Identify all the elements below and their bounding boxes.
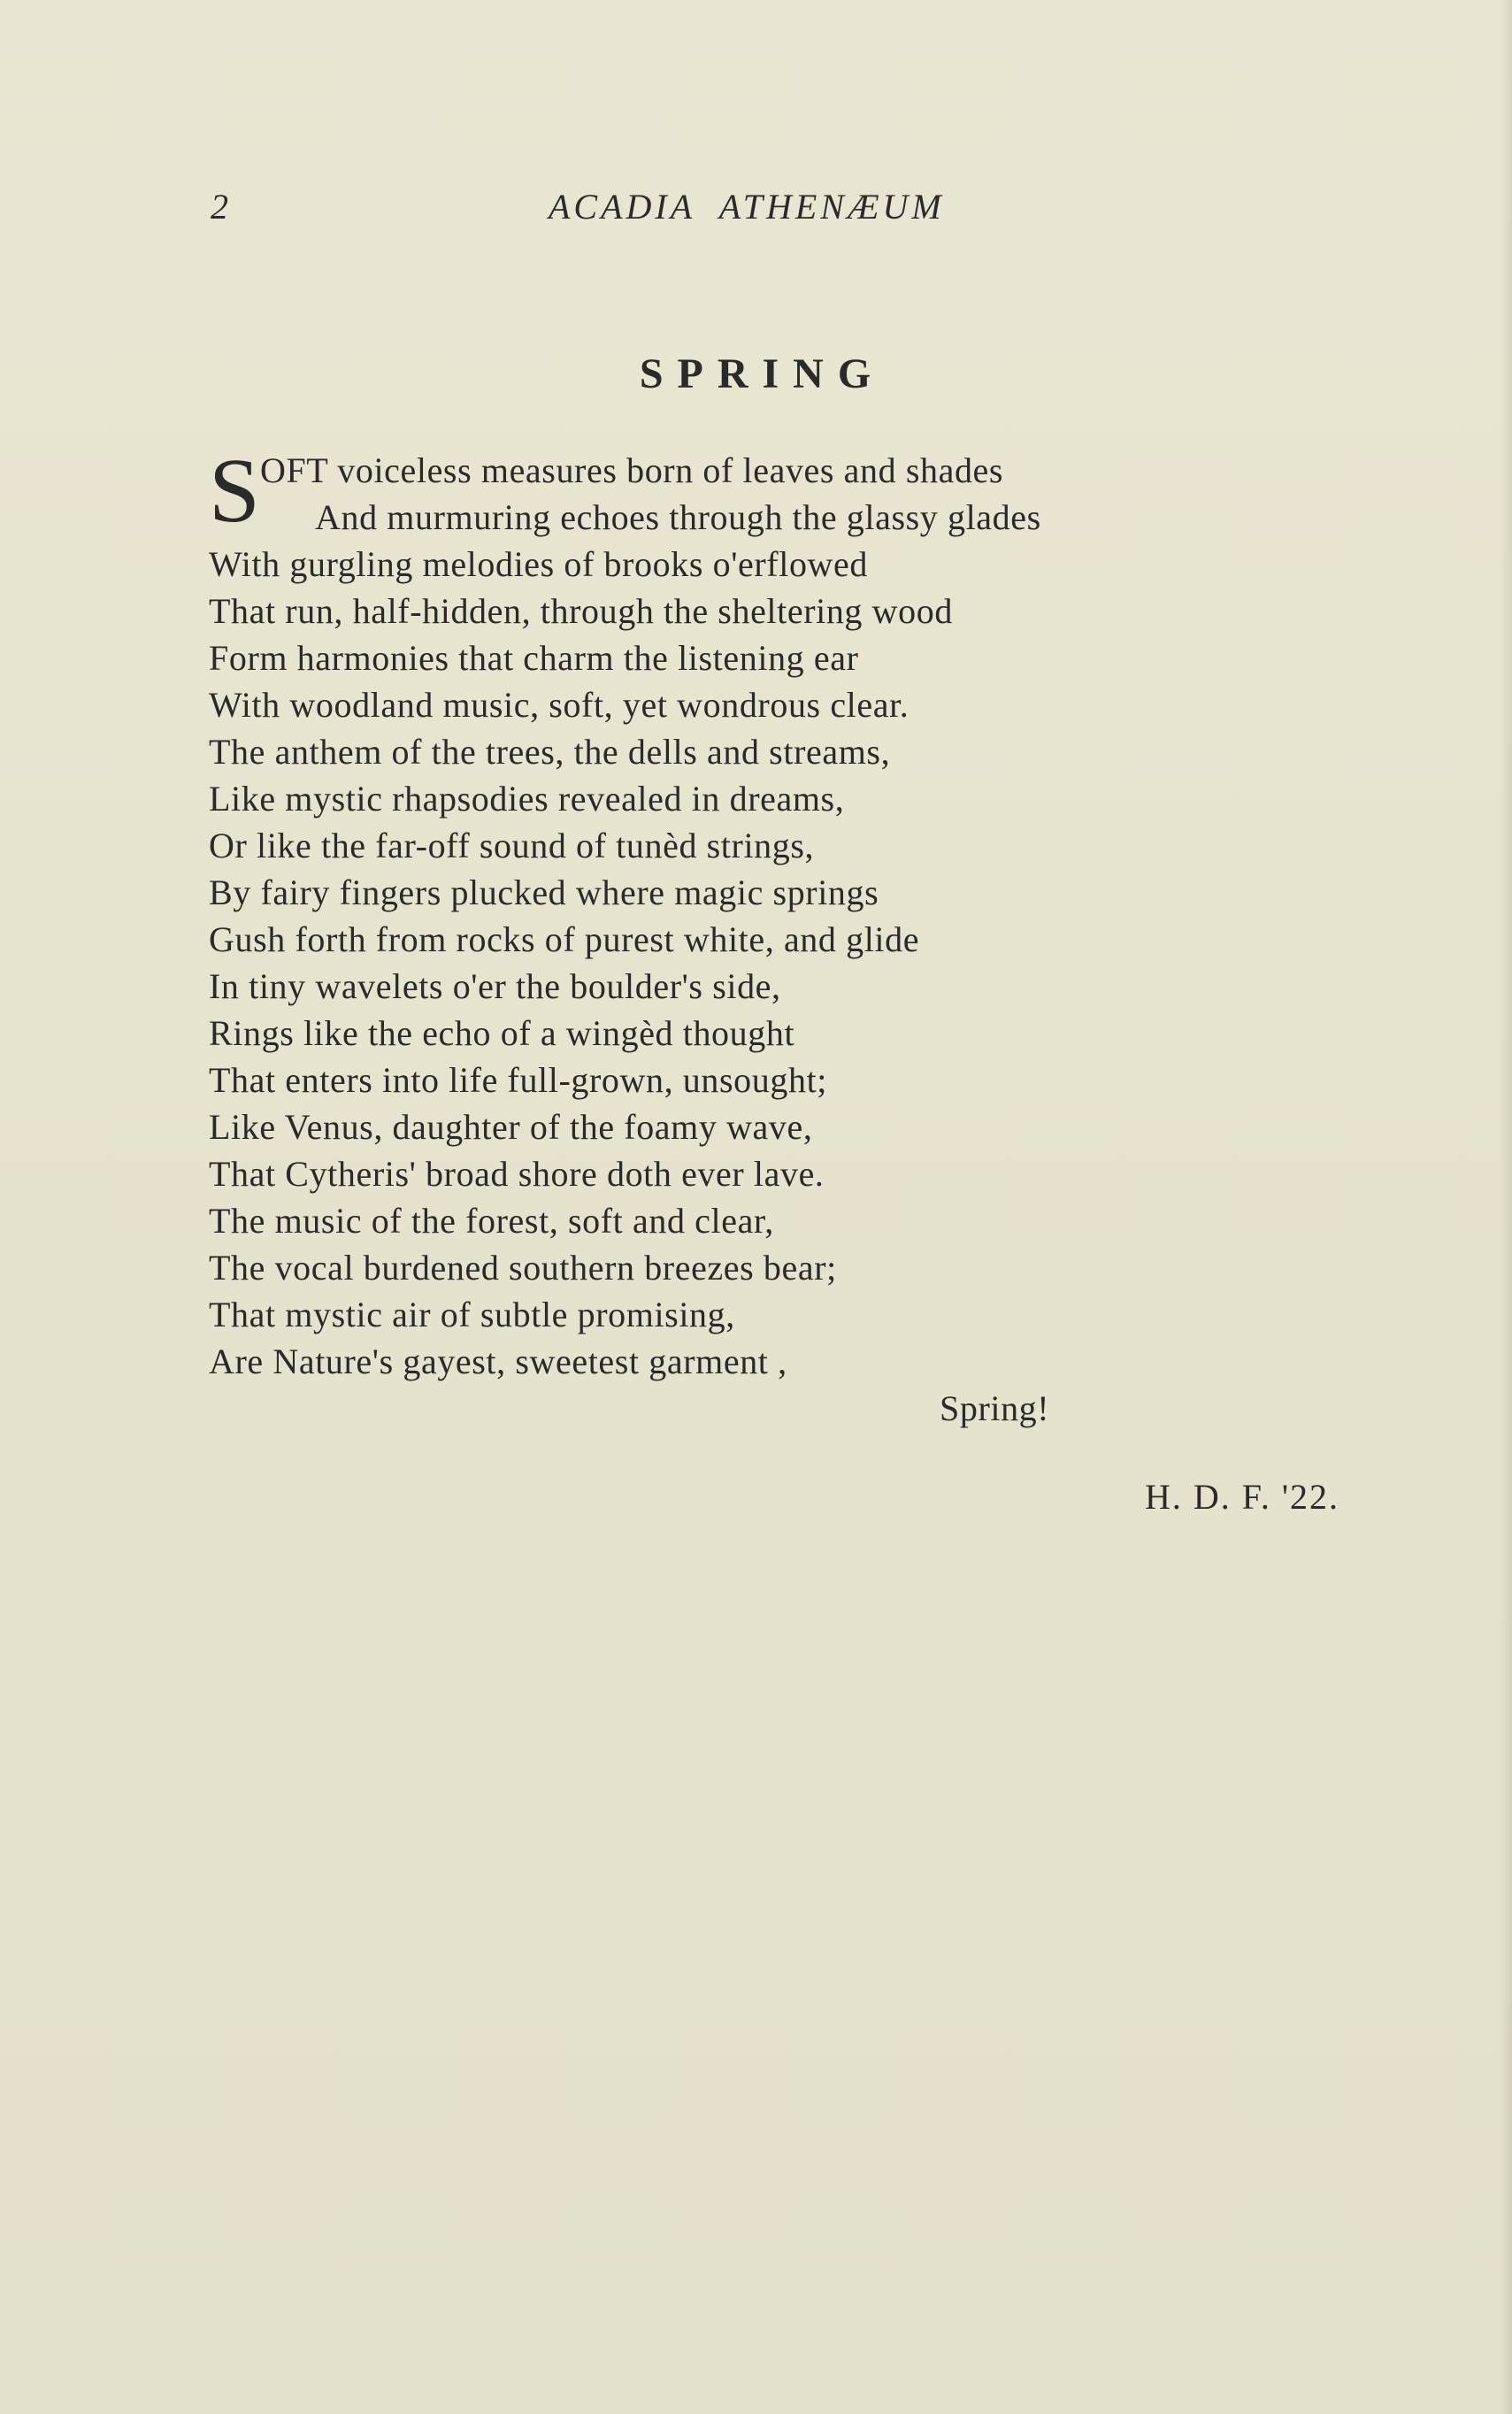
poem-line-6: With woodland music, soft, yet wondrous clear. [209, 685, 910, 725]
poem-line-16: That Cytheris' broad shore doth ever lave. [209, 1154, 825, 1194]
poem-body [209, 440, 1359, 1432]
poem-line-20: Are Nature's gayest, sweetest garment , [209, 1342, 787, 1381]
poem-line-14: That enters into life full-grown, unsought; [209, 1060, 828, 1100]
poem-title: SPRING [639, 350, 886, 397]
poem-line-13: Rings like the echo of a wingèd thought [209, 1013, 795, 1053]
poem-line-4: That run, half-hidden, through the sheltering wood [209, 591, 953, 631]
page-number: 2 [211, 187, 229, 227]
poem-line-text: OFT voiceless measures born of leaves and shades [260, 450, 1004, 490]
poem-line-19: That mystic air of subtle promising, [209, 1295, 735, 1334]
poem-line-2: And murmuring echoes through the glassy glades [315, 497, 1041, 537]
drop-cap: S [209, 440, 261, 542]
poem-line-11: Gush forth from rocks of purest white, and glide [209, 919, 920, 959]
poem-line-18: The vocal burdened southern breezes bear; [209, 1248, 837, 1288]
poem-final-word: Spring! [940, 1388, 1050, 1428]
poem-line-12: In tiny wavelets o'er the boulder's side, [209, 966, 781, 1006]
poem-line-10: By fairy fingers plucked where magic springs [209, 873, 879, 912]
running-header [0, 186, 1512, 239]
poem-line-9: Or like the far-off sound of tunèd strings, [209, 826, 815, 865]
poem-line-3: With gurgling melodies of brooks o'erflowed [209, 544, 868, 584]
running-title: ACADIA ATHENÆUM [549, 187, 945, 227]
poem-line-5: Form harmonies that charm the listening ear [209, 638, 859, 678]
poem-line-8: Like mystic rhapsodies revealed in dreams, [209, 779, 845, 819]
poem-line-7: The anthem of the trees, the dells and streams, [209, 732, 891, 772]
poem-line-15: Like Venus, daughter of the foamy wave, [209, 1107, 813, 1147]
poem-line-17: The music of the forest, soft and clear, [209, 1201, 774, 1241]
author-signature: H. D. F. '22. [1145, 1477, 1340, 1517]
